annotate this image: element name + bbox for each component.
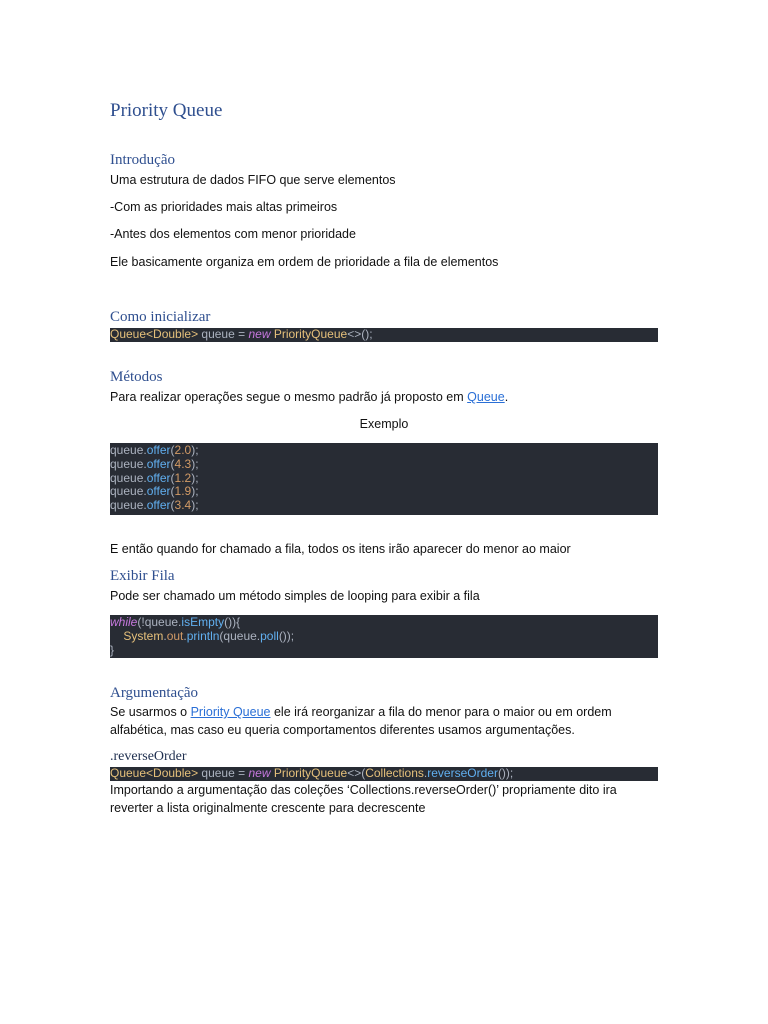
code-line: System.out.println(queue.poll()); (123, 628, 295, 643)
offer-code-line: queue.offer(1.2); (110, 470, 199, 485)
code-method: offer (146, 498, 171, 513)
code-text: <>(); (347, 328, 373, 341)
args-text-before: Se usarmos o (110, 705, 191, 719)
code-keyword-new: new (248, 328, 271, 341)
page-title: Priority Queue (110, 100, 223, 121)
code-number: 1.9 (174, 484, 192, 499)
code-type: PriorityQueue (270, 328, 348, 341)
code-method: offer (146, 456, 171, 471)
reverse-heading: .reverseOrder (110, 749, 187, 764)
queue-link[interactable]: Queue (467, 390, 505, 404)
methods-text-after: . (504, 390, 509, 404)
code-type: Collections (365, 767, 424, 780)
code-object: queue (110, 498, 144, 513)
code-keyword-new: new (248, 767, 271, 780)
offer-code-line: queue.offer(2.0); (110, 443, 199, 457)
code-method: offer (146, 470, 171, 485)
intro-line-3: -Antes dos elementos com menor prioridade (110, 227, 356, 241)
code-object: queue (110, 443, 144, 457)
offer-code-line: queue.offer(1.9); (110, 484, 199, 499)
display-text: Pode ser chamado um método simples de looping para exibir a fila (110, 589, 480, 603)
code-number: 3.4 (174, 498, 192, 513)
init-code-block (110, 328, 658, 342)
code-type: Queue (110, 328, 147, 341)
code-method: offer (146, 443, 171, 457)
code-number: 2.0 (174, 443, 192, 457)
methods-after-text: E então quando for chamado a fila, todos os itens irão aparecer do menor ao maior (110, 542, 571, 556)
loop-code-block (110, 615, 658, 658)
init-heading: Como inicializar (110, 309, 211, 325)
code-text: ()); (278, 628, 295, 643)
code-method: offer (146, 484, 171, 499)
methods-text-before: Para realizar operações segue o mesmo padrão já proposto em (110, 390, 468, 404)
code-number: 4.3 (174, 456, 192, 471)
methods-heading: Métodos (110, 369, 163, 385)
offer-code-line: queue.offer(4.3); (110, 456, 199, 471)
code-object: queue (110, 456, 144, 471)
offer-code-line: queue.offer(3.4); (110, 498, 199, 513)
code-text: (!queue. (137, 615, 182, 629)
code-generic: <Double> (146, 328, 199, 341)
code-number: 1.2 (174, 470, 192, 485)
priority-queue-link[interactable]: Priority Queue (190, 705, 271, 719)
args-text (110, 703, 658, 739)
intro-line-1: Uma estrutura de dados FIFO que serve elementos (110, 173, 396, 187)
code-method: reverseOrder (427, 767, 498, 780)
intro-line-4: Ele basicamente organiza em ordem de prioridade a fila de elementos (110, 255, 499, 269)
code-type: PriorityQueue (270, 767, 348, 780)
code-method: poll (260, 628, 279, 643)
code-text: <>( (347, 767, 366, 780)
code-text: queue = (198, 767, 249, 780)
display-heading: Exibir Fila (110, 568, 175, 584)
code-type: System (123, 628, 164, 643)
code-method: isEmpty (181, 615, 225, 629)
intro-heading: Introdução (110, 152, 175, 168)
args-heading: Argumentação (110, 685, 199, 701)
code-type: Queue (110, 767, 147, 780)
code-object: queue (110, 484, 144, 499)
code-text: ()); (497, 767, 514, 780)
methods-text (110, 388, 658, 406)
code-line (110, 644, 658, 658)
code-method: println (186, 628, 220, 643)
intro-line-2: -Com as prioridades mais altas primeiros (110, 200, 338, 214)
code-text: } (110, 642, 115, 657)
code-object: queue (110, 470, 144, 485)
example-label: Exemplo (359, 417, 409, 431)
code-text: . (423, 767, 428, 780)
code-text: ()){ (224, 615, 241, 629)
reverse-code-block (110, 767, 658, 781)
code-text: (queue. (219, 628, 261, 643)
code-text: queue = (198, 328, 249, 341)
code-keyword-while: while (110, 615, 138, 629)
code-generic: <Double> (146, 767, 199, 780)
code-field: out (166, 628, 184, 643)
args-text-after: ele irá reorganizar a fila do menor para o maior ou em ordem alfabética, mas caso eu queria comportamentos diferentes usamos argumentações. (110, 705, 612, 737)
offer-code-block (110, 443, 658, 515)
offer-lines (110, 444, 658, 513)
code-line (110, 616, 658, 630)
reverse-text: Importando a argumentação das coleções ‘Collections.reverseOrder()’ propriamente dito ira reverter a lista originalmente crescente para decrescente (110, 783, 617, 815)
